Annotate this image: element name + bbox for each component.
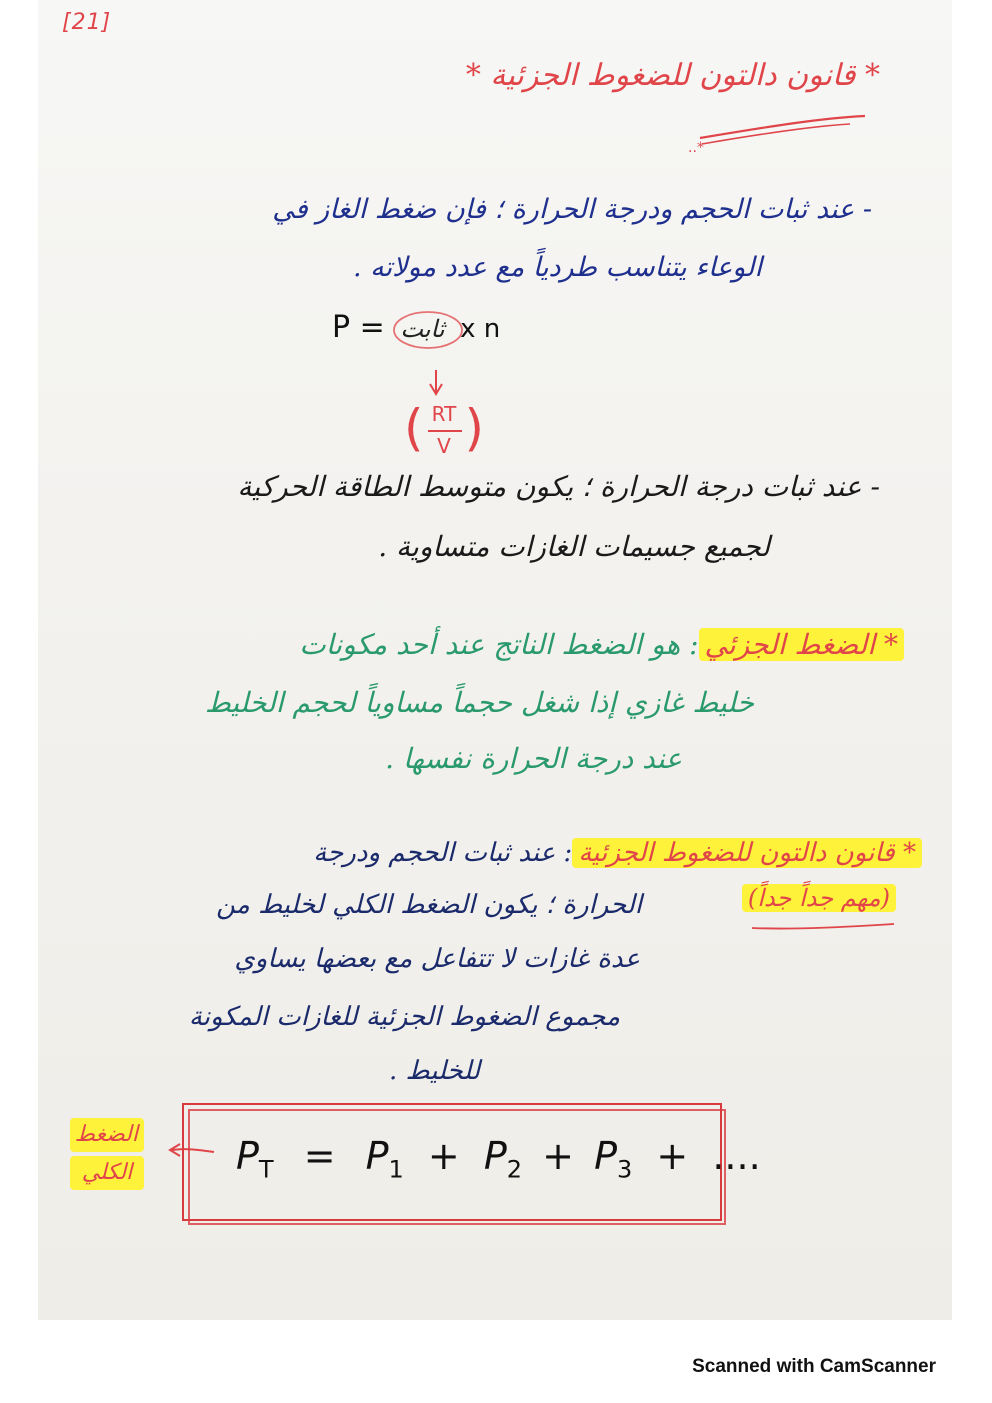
plus-sign-1: +: [427, 1134, 460, 1178]
dalton-law-line1: : عند ثبات الحجم ودرجة: [313, 838, 573, 868]
page-number: [21]: [62, 10, 112, 35]
page-title: * قانون دالتون للضغوط الجزئية *: [465, 58, 880, 93]
continuation-dots: ....: [712, 1134, 761, 1178]
formula-constant: ثابت: [400, 315, 445, 343]
total-pressure-label: [70, 1118, 144, 1190]
equals-sign: =: [303, 1134, 336, 1178]
fraction-right-paren: ): [464, 399, 484, 457]
dalton-law-line3: عدة غازات لا تتفاعل مع بعضها يساوي: [234, 944, 640, 974]
section1-line1: - عند ثبات الحجم ودرجة الحرارة ؛ فإن ضغط الغاز في: [272, 194, 872, 225]
partial-pressure-line2: خليط غازي إذا شغل حجماً مساوياً لحجم الخليط: [204, 686, 754, 719]
partial-pressure-line1: : هو الضغط الناتج عند أحد مكونات: [299, 628, 699, 661]
pt-symbol: P: [236, 1134, 259, 1178]
dalton-law-line4: مجموع الضغوط الجزئية للغازات المكونة: [188, 1002, 620, 1032]
p1-subscript: 1: [388, 1155, 404, 1184]
p3-subscript: 3: [617, 1155, 633, 1184]
partial-pressure-definition: [299, 628, 904, 661]
plus-sign-2: +: [542, 1134, 574, 1178]
dalton-law-line5: للخليط .: [389, 1056, 480, 1086]
svg-text:..*: ..*: [688, 140, 704, 156]
formula-right: x n: [460, 314, 501, 344]
pt-subscript: T: [258, 1155, 274, 1184]
proportionality-formula: [332, 310, 500, 345]
total-label-line1: الضغط: [70, 1118, 144, 1152]
section2-line1: - عند ثبات درجة الحرارة ؛ يكون متوسط الطاقة الحركية: [237, 470, 880, 503]
p2-subscript: 2: [506, 1155, 523, 1184]
dalton-importance-note: [742, 884, 896, 912]
scanner-watermark: Scanned with CamScanner: [692, 1356, 936, 1377]
dalton-law-line2: الحرارة ؛ يكون الضغط الكلي لخليط من: [216, 890, 642, 920]
dalton-equation: [236, 1134, 761, 1184]
rt-over-v-fraction: [404, 398, 484, 468]
fraction-numerator: RT: [431, 402, 457, 426]
fraction-bar: [428, 430, 462, 432]
dalton-law-definition: [313, 838, 922, 868]
section2-line2: لجميع جسيمات الغازات متساوية .: [378, 530, 770, 563]
total-label-line2: الكلي: [70, 1156, 144, 1190]
p2-symbol: P: [483, 1134, 507, 1178]
formula-left: P =: [332, 310, 385, 345]
fraction-denominator: V: [437, 434, 451, 458]
partial-pressure-term: * الضغط الجزئي: [699, 628, 904, 661]
plus-sign-3: +: [656, 1134, 689, 1178]
section1-line2: الوعاء يتناسب طردياً مع عدد مولاته .: [352, 252, 762, 283]
p3-symbol: P: [594, 1134, 618, 1178]
dalton-law-term: * قانون دالتون للضغوط الجزئية: [572, 838, 922, 868]
importance-note-text: (مهم جداً جداً): [742, 884, 896, 912]
fraction-left-paren: (: [404, 399, 424, 457]
p1-symbol: P: [365, 1134, 389, 1178]
partial-pressure-line3: عند درجة الحرارة نفسها .: [385, 742, 682, 775]
